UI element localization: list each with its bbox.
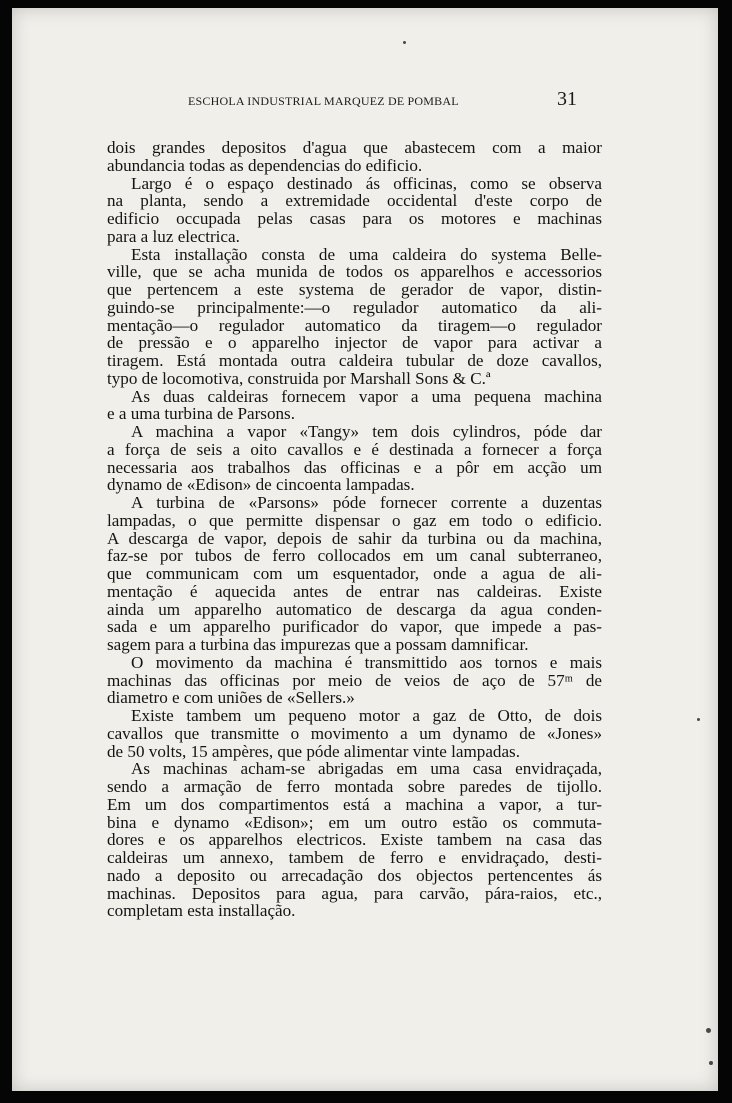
text-line: dores e os apparelhos electricos. Existe tambem na casa das bbox=[107, 830, 602, 850]
text-line: a força de seis a oito cavallos e é destinada a fornecer a força bbox=[107, 439, 602, 459]
text-line: Em um dos compartimentos está a machina a vapor, a tur- bbox=[107, 794, 602, 814]
text-line: diametro e com uniões de «Sellers.» bbox=[107, 688, 355, 708]
print-speck bbox=[706, 1028, 711, 1033]
text-line: Esta installação consta de uma caldeira do systema Belle- bbox=[131, 244, 602, 264]
text-line: mentação é aquecida antes de entrar nas caldeiras. Existe bbox=[107, 581, 602, 601]
page-number: 31 bbox=[557, 88, 577, 110]
text-line: As machinas acham-se abrigadas em uma casa envidraçada, bbox=[131, 759, 602, 779]
text-line: mentação—o regulador automatico da tiragem—o regulador bbox=[107, 315, 602, 335]
book-page bbox=[12, 8, 718, 1091]
text-line: A descarga de vapor, depois de sahir da turbina ou da machina, bbox=[107, 528, 602, 548]
text-line: completam esta installação. bbox=[107, 901, 296, 921]
text-line: que pertencem a este systema de gerador de vapor, distin- bbox=[107, 280, 602, 299]
text-line: nado a deposito ou arrecadação dos objectos pertencentes ás bbox=[107, 865, 602, 885]
text-line: e a uma turbina de Parsons. bbox=[107, 404, 295, 424]
text-line: sagem para a turbina das impurezas que a possam damnificar. bbox=[107, 635, 529, 654]
print-speck bbox=[697, 718, 700, 721]
text-line: Existe tambem um pequeno motor a gaz de Otto, de dois bbox=[131, 706, 602, 725]
text-line: machinas. Depositos para agua, para carvão, pára-raios, etc., bbox=[107, 883, 602, 903]
text-line: typo de locomotiva, construida por Marshall Sons & C.ª bbox=[107, 368, 491, 388]
text-line: abundancia todas as dependencias do edificio. bbox=[107, 155, 423, 175]
text-line: que communicam com um esquentador, onde a agua de ali- bbox=[107, 564, 602, 583]
text-line: As duas caldeiras fornecem vapor a uma pequena machina bbox=[131, 386, 602, 406]
text-line: sada e um apparelho purificador do vapor, que impede a pas- bbox=[107, 617, 602, 637]
text-line: guindo-se principalmente:—o regulador automatico da ali- bbox=[107, 297, 602, 317]
text-line: de pressão e o apparelho injector de vapor para activar a bbox=[107, 333, 602, 353]
print-speck bbox=[403, 41, 406, 44]
text-line: na planta, sendo a extremidade occidental d'este corpo de bbox=[107, 191, 602, 211]
text-line: O movimento da machina é transmittido aos tornos e mais bbox=[131, 652, 602, 672]
text-line: bina e dynamo «Edison»; em um outro estão os commuta- bbox=[107, 812, 602, 832]
print-speck bbox=[709, 1061, 713, 1065]
text-line: caldeiras um annexo, tambem de ferro e envidraçado, desti- bbox=[107, 848, 602, 867]
text-line: A turbina de «Parsons» póde fornecer corrente a duzentas bbox=[131, 493, 602, 512]
text-line: Largo é o espaço destinado ás officinas, como se observa bbox=[131, 173, 602, 193]
body-text bbox=[107, 139, 602, 920]
text-line: de 50 volts, 15 ampères, que póde alimentar vinte lampadas. bbox=[107, 741, 520, 761]
running-title: ESCHOLA INDUSTRIAL MARQUEZ DE POMBAL bbox=[188, 94, 459, 108]
text-line: sendo a armação de ferro montada sobre paredes de tijollo. bbox=[107, 777, 602, 796]
text-line: lampadas, o que permitte dispensar o gaz em todo o edificio. bbox=[107, 510, 602, 530]
text-line: faz-se por tubos de ferro collocados em um canal subterraneo, bbox=[107, 546, 602, 566]
text-line: A machina a vapor «Tangy» tem dois cylindros, póde dar bbox=[131, 422, 602, 441]
text-line: tiragem. Está montada outra caldeira tubular de doze cavallos, bbox=[107, 351, 602, 370]
text-line: ainda um apparelho automatico de descarga da agua conden- bbox=[107, 599, 602, 619]
text-line: edificio occupada pelas casas para os motores e machinas bbox=[107, 209, 602, 228]
text-line: cavallos que transmitte o movimento a um dynamo de «Jones» bbox=[107, 723, 602, 743]
text-line: ville, que se acha munida de todos os apparelhos e accessorios bbox=[107, 262, 602, 282]
text-line: dois grandes depositos d'agua que abastecem com a maior bbox=[107, 138, 602, 157]
text-line: para a luz electrica. bbox=[107, 226, 240, 246]
text-line: dynamo de «Edison» de cincoenta lampadas. bbox=[107, 475, 415, 495]
text-line: necessaria aos trabalhos das officinas e a pôr em acção um bbox=[107, 457, 602, 477]
text-line: machinas das officinas por meio de veios de aço de 57ᵐ de bbox=[107, 670, 602, 690]
